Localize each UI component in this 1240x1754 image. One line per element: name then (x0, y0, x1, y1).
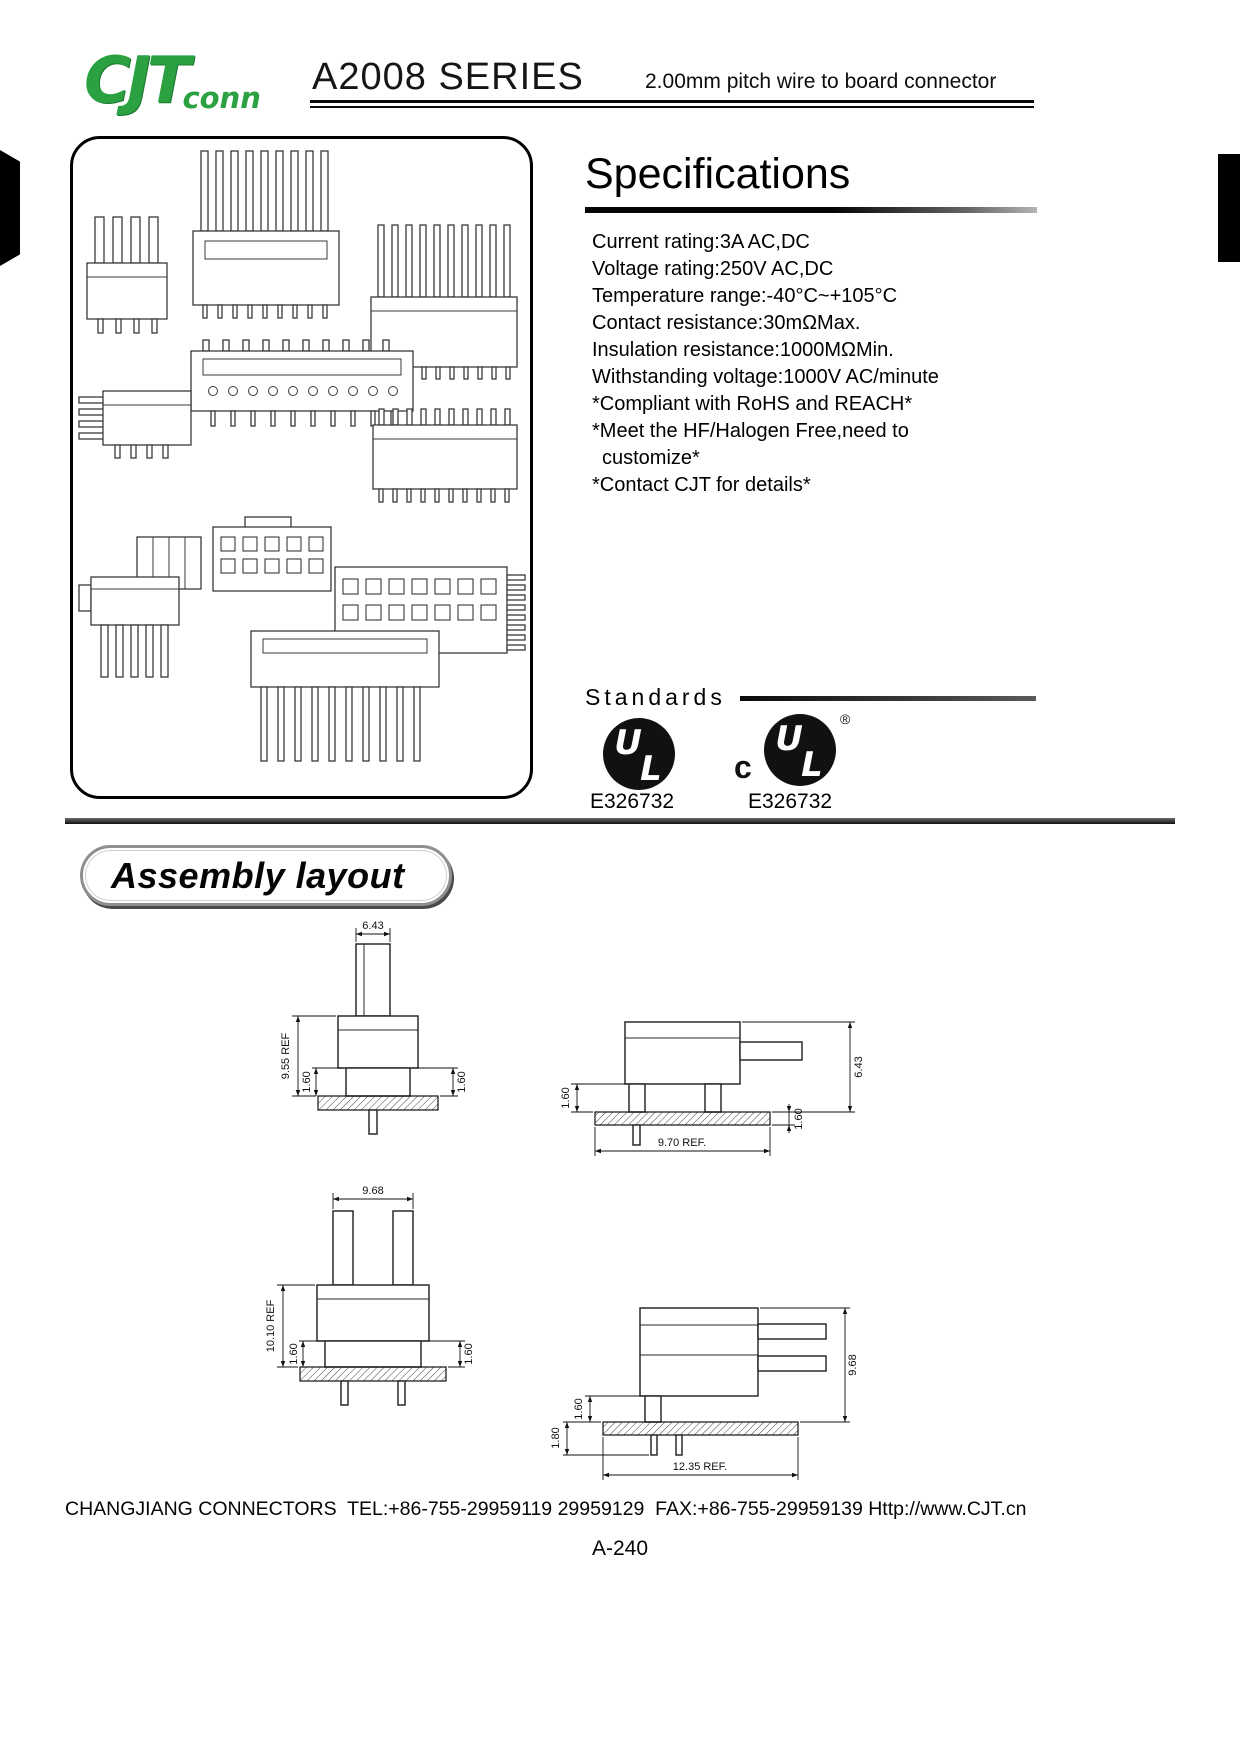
connector-small-vertical-header (87, 217, 167, 333)
connector-right-angle-small (79, 391, 191, 458)
standards-rule (740, 696, 1036, 701)
dim-label-left-inner: 1.60 (301, 1071, 313, 1093)
spec-item: Withstanding voltage:1000V AC/minute (592, 366, 939, 388)
specifications-underline (585, 207, 1037, 213)
assembly-drawing-vertical-dual (255, 1185, 490, 1465)
standards-title: Standards (585, 684, 726, 710)
cul-logo-icon (730, 708, 860, 792)
spec-item: *Compliant with RoHS and REACH* (592, 393, 913, 415)
ul-letter-l: L (801, 745, 823, 785)
assembly-layout-banner (80, 845, 452, 906)
specifications-title: Specifications (585, 150, 851, 198)
connector-long-right-angle (251, 631, 439, 761)
spec-item: Insulation resistance:1000MΩMin. (592, 339, 894, 361)
cul-c-prefix: c (734, 749, 752, 785)
ul-letter-u: U (614, 723, 642, 763)
ul-file-number-2: E326732 (748, 790, 833, 813)
dim-label-right: 1.60 (463, 1343, 475, 1365)
logo-main-text: CJT (84, 44, 187, 118)
series-title: A2008 SERIES (312, 56, 584, 98)
spec-item: Voltage rating:250V AC,DC (592, 258, 834, 280)
dim-label-left-inner: 1.60 (288, 1343, 300, 1365)
dim-label-left-bottom: 1.80 (550, 1427, 562, 1449)
ul-letter-u: U (775, 719, 803, 759)
assembly-drawing-right-angle-dual (545, 1280, 880, 1490)
spec-item: Temperature range:-40°C~+105°C (592, 285, 898, 307)
ul-logo-icon (588, 716, 690, 792)
assembly-drawing-right-angle-single (555, 1000, 870, 1170)
product-illustration-box (70, 136, 533, 799)
spec-item: *Meet the HF/Halogen Free,need to (592, 420, 909, 442)
connector-tall-header (193, 151, 339, 318)
page-number: A-240 (591, 1537, 649, 1560)
dim-label-left-top: 1.60 (573, 1398, 585, 1420)
dim-label-left-outer: 9.55 REF (280, 1032, 292, 1080)
dim-label-right: 6.43 (853, 1056, 865, 1078)
dim-label-top: 9.68 (362, 1185, 384, 1197)
dim-label-bottom: 9.70 REF. (657, 1137, 707, 1149)
dim-label-left-outer: 10.10 REF (265, 1299, 277, 1353)
dim-label-board-thickness: 1.60 (793, 1108, 805, 1130)
dim-label-bottom: 12.35 REF. (672, 1461, 728, 1473)
logo-sub-text: conn (182, 81, 261, 115)
spec-item: customize* (602, 447, 700, 469)
header-rule-bottom (310, 106, 1034, 108)
right-edge-index-tab (1218, 154, 1240, 262)
assembly-drawing-vertical-single (268, 920, 493, 1170)
cjt-logo (84, 44, 265, 118)
spec-item: Current rating:3A AC,DC (592, 231, 810, 253)
section-divider (65, 818, 1175, 824)
connector-illustrations (73, 139, 530, 796)
connector-right-angle-bottom-left (79, 577, 179, 677)
dim-label-left: 1.60 (560, 1087, 572, 1109)
specifications-list (592, 229, 1062, 499)
assembly-layout-title: Assembly layout (111, 854, 405, 896)
header-rule-top (310, 100, 1034, 103)
ul-letter-l: L (640, 749, 662, 789)
dim-label-right: 1.60 (456, 1071, 468, 1093)
footer-contact-info: CHANGJIANG CONNECTORS TEL:+86-755-29959119 29959129 FAX:+86-755-29959139 Http://www.CJT.cn (65, 1498, 1027, 1520)
connector-header-right-lower (373, 409, 517, 502)
spec-item: Contact resistance:30mΩMax. (592, 312, 861, 334)
spec-item: *Contact CJT for details* (592, 474, 811, 496)
dim-label-right: 9.68 (847, 1354, 859, 1376)
registered-mark: ® (840, 711, 851, 727)
dim-label-top: 6.43 (362, 920, 384, 932)
left-edge-index-tab (0, 150, 20, 266)
series-subtitle: 2.00mm pitch wire to board connector (645, 70, 997, 93)
ul-file-number-1: E326732 (590, 790, 675, 813)
